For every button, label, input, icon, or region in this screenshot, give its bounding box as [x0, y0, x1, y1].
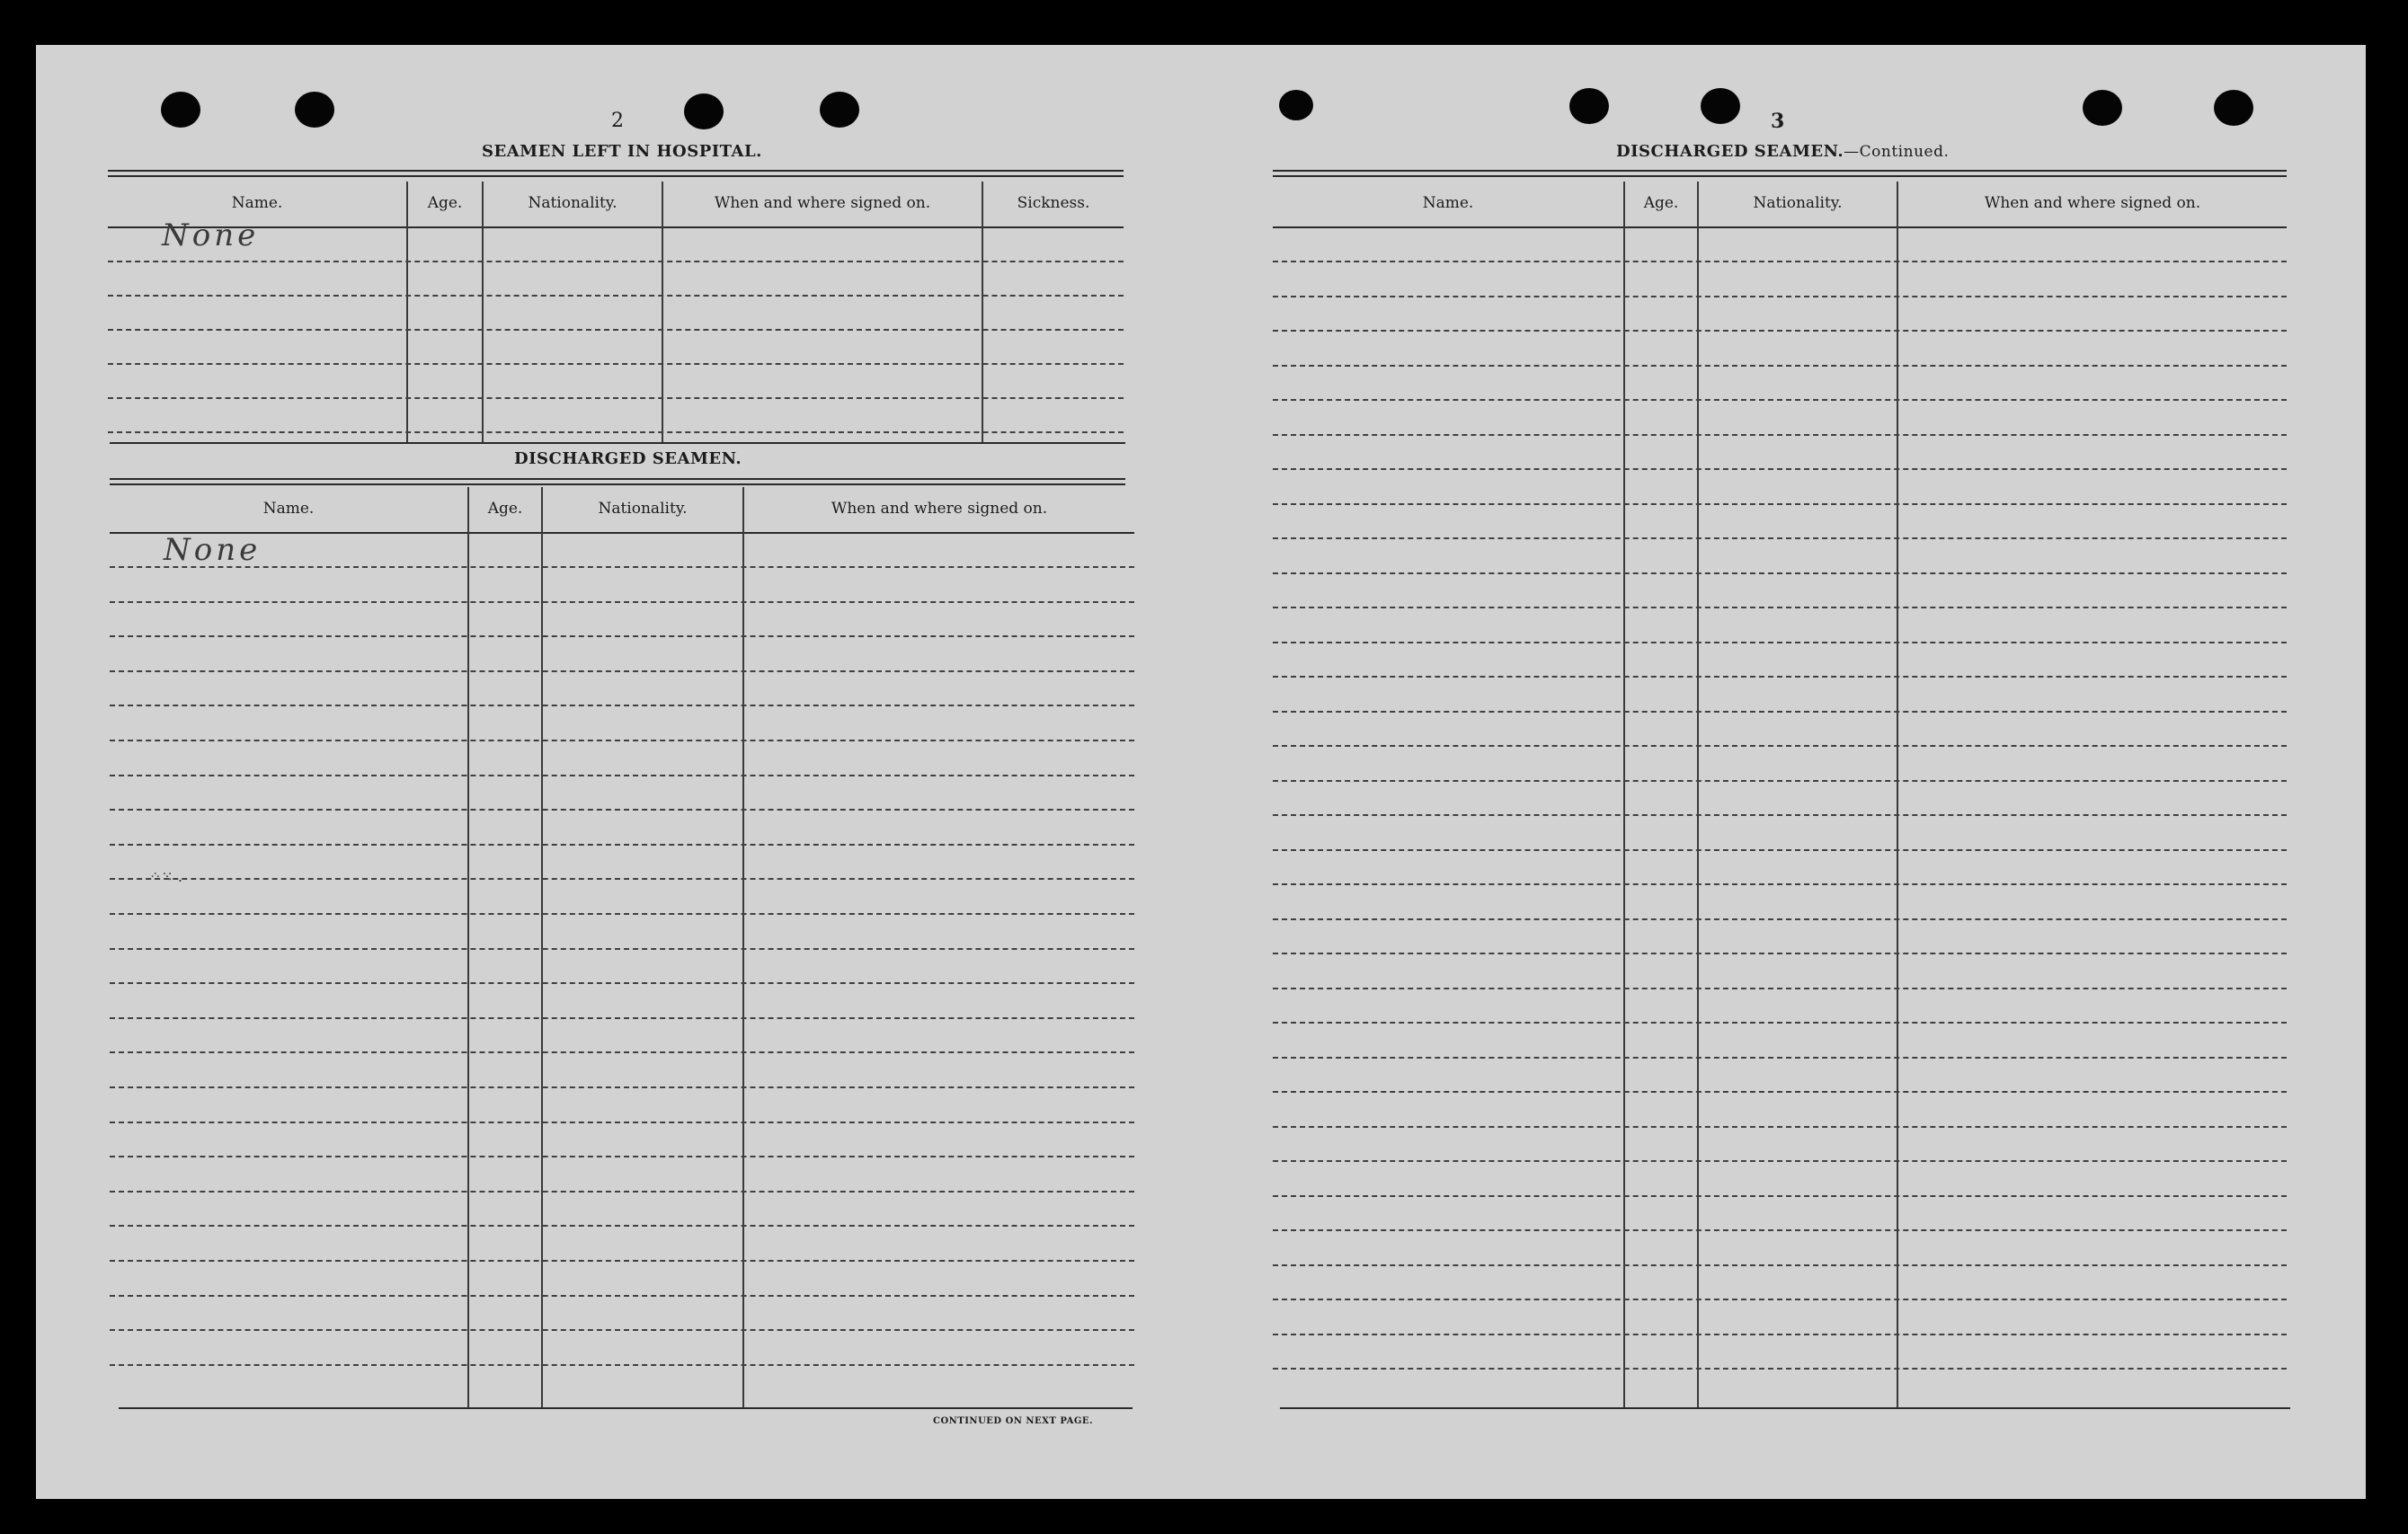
- row-line: [110, 566, 1134, 568]
- row-line: [1273, 399, 2287, 401]
- row-line: [110, 740, 1134, 741]
- row-line: [110, 982, 1134, 984]
- column-divider: [982, 182, 983, 442]
- punch-hole: [820, 92, 859, 128]
- discharged-table-right: [1273, 182, 2287, 1407]
- col-header-age: Age.: [487, 500, 523, 518]
- row-line: [108, 329, 1124, 331]
- table-bottom-rule: [1280, 1407, 2290, 1409]
- row-line: [110, 1122, 1134, 1123]
- double-rule: [1273, 170, 2287, 172]
- row-line: [108, 363, 1124, 365]
- ledger-sheet: [36, 45, 2366, 1499]
- header-underline: [1273, 226, 2287, 228]
- title-suffix: —Continued.: [1844, 143, 1950, 161]
- row-line: [1273, 503, 2287, 505]
- col-header-age: Age.: [427, 194, 463, 212]
- row-line: [1273, 642, 2287, 643]
- row-line: [110, 878, 1134, 880]
- row-line: [1273, 537, 2287, 539]
- col-header-name: Name.: [1422, 194, 1474, 212]
- row-line: [110, 1295, 1134, 1297]
- row-line: [110, 1051, 1134, 1053]
- row-line: [1273, 1195, 2287, 1197]
- row-line: [1273, 676, 2287, 678]
- row-line: [1273, 711, 2287, 713]
- col-header-name: Name.: [231, 194, 283, 212]
- row-line: [1273, 261, 2287, 262]
- double-rule: [110, 478, 1125, 480]
- hospital-table: [108, 182, 1124, 442]
- row-line: [1273, 780, 2287, 782]
- row-line: [110, 844, 1134, 846]
- discharged-continued-title: [1616, 142, 1949, 161]
- row-line: [110, 775, 1134, 776]
- row-line: [110, 705, 1134, 706]
- row-line: [108, 397, 1124, 399]
- column-divider: [662, 182, 663, 442]
- row-line: [1273, 918, 2287, 920]
- row-line: [110, 948, 1134, 950]
- col-header-name: Name.: [262, 500, 315, 518]
- handwritten-entry: None: [162, 217, 260, 253]
- row-line: [1273, 1229, 2287, 1231]
- row-line: [110, 809, 1134, 811]
- col-header-nationality: Nationality.: [598, 500, 688, 518]
- punch-hole: [1701, 88, 1740, 124]
- row-line: [110, 1156, 1134, 1157]
- col-header-signed-on: When and where signed on.: [831, 500, 1048, 518]
- table-bottom-rule: [110, 442, 1125, 444]
- col-header-signed-on: When and where signed on.: [714, 194, 931, 212]
- double-rule: [108, 170, 1124, 172]
- double-rule: [110, 483, 1125, 485]
- row-line: [1273, 607, 2287, 608]
- row-line: [1273, 814, 2287, 816]
- punch-hole: [2214, 90, 2253, 126]
- col-header-nationality: Nationality.: [528, 194, 618, 212]
- row-line: [1273, 849, 2287, 851]
- row-line: [110, 1191, 1134, 1193]
- double-rule: [1273, 175, 2287, 177]
- col-header-nationality: Nationality.: [1753, 194, 1843, 212]
- row-line: [110, 1260, 1134, 1262]
- row-line: [1273, 988, 2287, 989]
- row-line: [108, 431, 1124, 433]
- double-rule: [108, 175, 1124, 177]
- punch-hole: [1279, 90, 1313, 120]
- page-number-left: 2: [611, 110, 624, 132]
- row-line: [1273, 883, 2287, 885]
- header-underline: [108, 226, 1124, 228]
- row-line: [110, 1329, 1134, 1331]
- punch-hole: [161, 92, 200, 128]
- table-bottom-rule: [119, 1407, 1133, 1409]
- row-line: [110, 1017, 1134, 1019]
- row-line: [1273, 1334, 2287, 1335]
- row-line: [1273, 1160, 2287, 1162]
- punch-hole: [2083, 90, 2122, 126]
- header-underline: [110, 532, 1134, 534]
- row-line: [1273, 1264, 2287, 1266]
- row-line: [1273, 1057, 2287, 1059]
- punch-hole: [295, 92, 334, 128]
- row-line: [1273, 330, 2287, 332]
- page-number-right: 3: [1771, 110, 1785, 133]
- row-line: [1273, 1091, 2287, 1093]
- row-line: [1273, 468, 2287, 470]
- row-line: [1273, 434, 2287, 436]
- row-line: [110, 913, 1134, 915]
- row-line: [110, 1225, 1134, 1227]
- row-line: [110, 1364, 1134, 1366]
- punch-hole: [684, 93, 724, 129]
- title-text: DISCHARGED SEAMEN.: [1616, 142, 1844, 161]
- row-line: [110, 601, 1134, 603]
- handwritten-entry: None: [164, 532, 262, 568]
- row-line: [1273, 1368, 2287, 1370]
- col-header-sickness: Sickness.: [1017, 194, 1090, 212]
- row-line: [108, 295, 1124, 297]
- ink-speck: ⁘⁙ .: [149, 868, 182, 885]
- row-line: [1273, 1126, 2287, 1128]
- col-header-signed-on: When and where signed on.: [1984, 194, 2201, 212]
- column-divider: [482, 182, 484, 442]
- row-line: [1273, 1022, 2287, 1024]
- punch-hole: [1569, 88, 1609, 124]
- hospital-section-title: SEAMEN LEFT IN HOSPITAL.: [482, 142, 762, 161]
- discharged-table-left: [110, 487, 1134, 1407]
- row-line: [108, 261, 1124, 262]
- row-line: [110, 670, 1134, 672]
- row-line: [1273, 365, 2287, 367]
- row-line: [110, 635, 1134, 637]
- row-line: [1273, 296, 2287, 297]
- discharged-section-title: DISCHARGED SEAMEN.: [514, 449, 742, 468]
- row-line: [110, 1086, 1134, 1088]
- continued-note: CONTINUED ON NEXT PAGE.: [933, 1416, 1094, 1426]
- col-header-age: Age.: [1643, 194, 1679, 212]
- row-line: [1273, 572, 2287, 574]
- row-line: [1273, 745, 2287, 747]
- row-line: [1273, 953, 2287, 954]
- column-divider: [406, 182, 408, 442]
- row-line: [1273, 1299, 2287, 1300]
